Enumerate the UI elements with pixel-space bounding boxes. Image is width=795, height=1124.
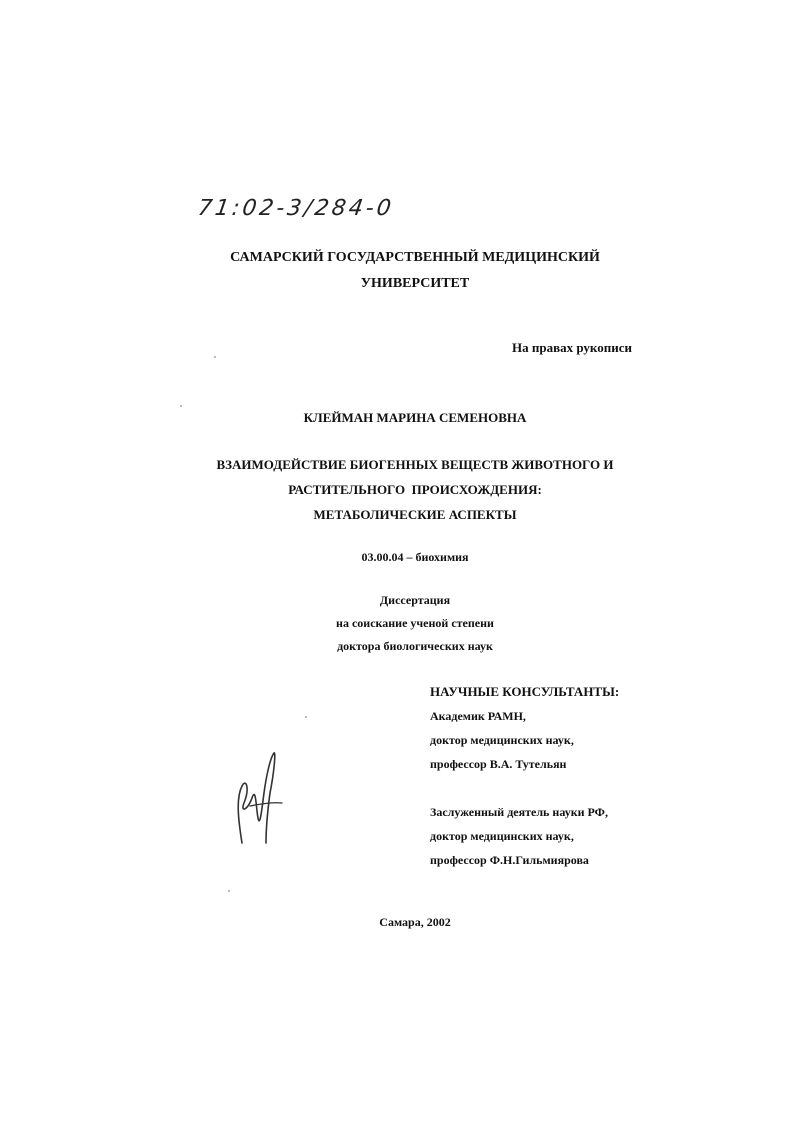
dissertation-degree	[0, 589, 795, 658]
author-name: КЛЕЙМАН МАРИНА СЕМЕНОВНА	[303, 410, 527, 425]
degree-line-3: доктора биологических наук	[337, 639, 493, 653]
consultant-2-line-3: профессор Ф.Н.Гильмиярова	[430, 853, 589, 867]
scan-speck	[180, 405, 182, 407]
scan-speck	[228, 890, 230, 892]
consultant-1-line-1: Академик РАМН,	[430, 709, 526, 723]
scan-speck	[214, 356, 216, 358]
handwritten-signature	[230, 748, 290, 848]
consultant-1-line-2: доктор медицинских наук,	[430, 733, 574, 747]
degree-line-1: Диссертация	[379, 593, 451, 607]
consultant-2-line-1: Заслуженный деятель науки РФ,	[430, 805, 608, 819]
title-line-1: ВЗАИМОДЕЙСТВИЕ БИОГЕННЫХ ВЕЩЕСТВ ЖИВОТНОГО И	[216, 457, 614, 472]
consultant-2-line-2: доктор медицинских наук,	[430, 829, 574, 843]
city-year: Самара, 2002	[379, 915, 451, 929]
scan-speck	[305, 716, 307, 718]
specialty-code: 03.00.04 – биохимия	[361, 550, 469, 564]
university-line-2: УНИВЕРСИТЕТ	[360, 276, 470, 291]
title-line-2: РАСТИТЕЛЬНОГО ПРОИСХОЖДЕНИЯ:	[288, 482, 542, 497]
title-line-3: МЕТАБОЛИЧЕСКИЕ АСПЕКТЫ	[313, 507, 517, 522]
dissertation-title	[0, 452, 795, 527]
degree-line-2: на соискание ученой степени	[336, 616, 494, 630]
rights-note: На правах рукописи	[512, 340, 632, 355]
consultants-block	[430, 680, 619, 872]
university-line-1: САМАРСКИЙ ГОСУДАРСТВЕННЫЙ МЕДИЦИНСКИЙ	[230, 250, 600, 265]
consultant-spacer	[430, 776, 619, 800]
handwritten-code: 71:02-3/284-0	[196, 196, 396, 221]
consultants-heading: НАУЧНЫЕ КОНСУЛЬТАНТЫ:	[430, 684, 620, 699]
consultant-1-line-3: профессор В.А. Тутельян	[430, 757, 567, 771]
university-name	[0, 245, 795, 297]
